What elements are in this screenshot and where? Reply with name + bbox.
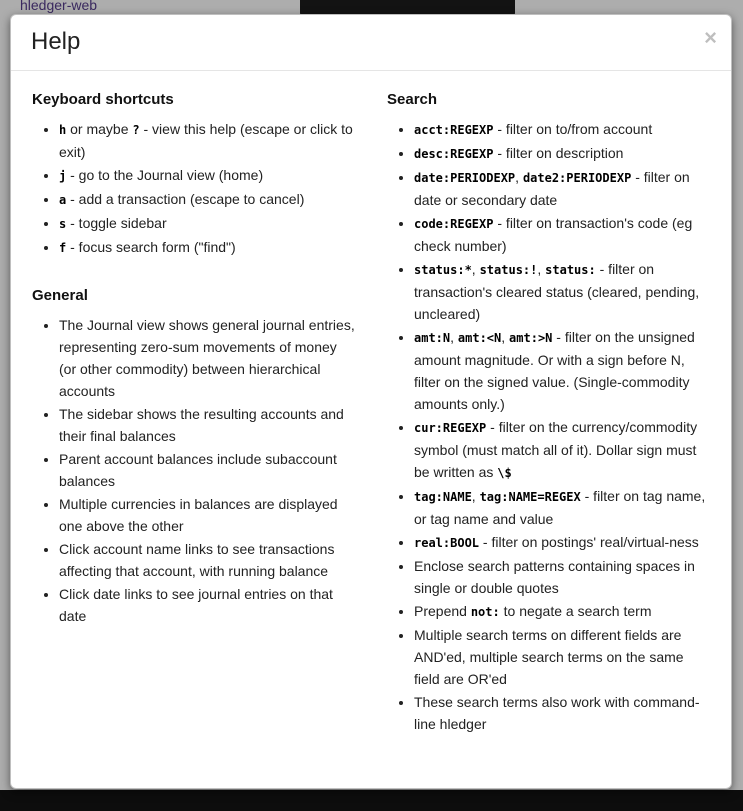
help-list-item: • tag:NAME, tag:NAME=REGEX - filter on tag name, or tag name and value [414, 485, 710, 530]
close-button[interactable] [704, 27, 717, 49]
help-list-item: • cur:REGEXP - filter on the currency/commodity symbol (must match all of it). Dollar sign must be written as \$ [414, 416, 710, 484]
help-list-item: • Prepend not: to negate a search term [414, 600, 710, 623]
help-list [387, 118, 710, 735]
code-term: status:* [414, 262, 472, 277]
help-list-item: • h or maybe ? - view this help (escape or click to exit) [59, 118, 355, 163]
code-term: date:PERIODEXP [414, 170, 516, 185]
code-term: cur:REGEXP [414, 420, 487, 435]
help-list-item: • amt:N, amt:<N, amt:>N - filter on the unsigned amount magnitude. Or with a sign before N, filter on the signed value. (Single-commodity amounts only.) [414, 326, 710, 415]
close-icon: × [704, 25, 717, 50]
help-list-item: • a - add a transaction (escape to cancel) [59, 188, 355, 211]
code-term: tag:NAME=REGEX [479, 489, 581, 504]
code-term: status:! [479, 262, 538, 277]
modal-body [11, 71, 731, 756]
help-column-left [32, 91, 355, 736]
code-term: acct:REGEXP [414, 122, 494, 137]
section-heading: Keyboard shortcuts [32, 90, 174, 108]
help-list-item: • The Journal view shows general journal entries, representing zero-sum movements of money (or other commodity) between hierarchical accounts [59, 314, 355, 402]
section-heading: General [32, 286, 88, 304]
help-list-item: • s - toggle sidebar [59, 212, 355, 235]
code-term: amt:N [414, 330, 451, 345]
help-list-item: • These search terms also work with command-line hledger [414, 691, 710, 735]
code-term: s [59, 216, 67, 231]
modal-title: Help [31, 28, 81, 55]
code-term: real:BOOL [414, 535, 480, 550]
help-modal [10, 14, 732, 789]
help-list-item: • Parent account balances include subaccount balances [59, 448, 355, 492]
modal-header [11, 15, 731, 71]
help-list-item: • acct:REGEXP - filter on to/from account [414, 118, 710, 141]
code-term: date2:PERIODEXP [522, 170, 632, 185]
help-list-item: • f - focus search form ("find") [59, 236, 355, 259]
brand-link[interactable]: hledger-web [20, 0, 98, 13]
help-list-item: • The sidebar shows the resulting accounts and their final balances [59, 403, 355, 447]
help-list-item: • desc:REGEXP - filter on description [414, 142, 710, 165]
code-term: j [59, 168, 67, 183]
help-list-item: • Click date links to see journal entries on that date [59, 583, 355, 627]
code-term: amt:<N [457, 330, 502, 345]
help-list-item: • j - go to the Journal view (home) [59, 164, 355, 187]
code-term: desc:REGEXP [414, 146, 494, 161]
help-list-item: • date:PERIODEXP, date2:PERIODEXP - filter on date or secondary date [414, 166, 710, 211]
code-term: code:REGEXP [414, 216, 494, 231]
help-list [32, 314, 355, 627]
code-term: tag:NAME [414, 489, 472, 504]
help-column-right [387, 91, 710, 736]
code-term: ? [132, 122, 140, 137]
code-term: \$ [497, 465, 512, 480]
help-list-item: • code:REGEXP - filter on transaction's code (eg check number) [414, 212, 710, 257]
code-term: not: [470, 604, 500, 619]
help-list-item: • Click account name links to see transactions affecting that account, with running balance [59, 538, 355, 582]
code-term: amt:>N [509, 330, 553, 345]
help-list-item: • Multiple search terms on different fields are AND'ed, multiple search terms on the same field are OR'ed [414, 624, 710, 690]
help-list-item: • Enclose search patterns containing spaces in single or double quotes [414, 555, 710, 599]
code-term: status: [545, 262, 596, 277]
help-list [32, 118, 355, 259]
code-term: h [59, 122, 67, 137]
help-list-item: • Multiple currencies in balances are displayed one above the other [59, 493, 355, 537]
code-term: f [59, 240, 67, 255]
section-heading: Search [387, 90, 438, 108]
help-list-item: • real:BOOL - filter on postings' real/virtual-ness [414, 531, 710, 554]
help-list-item: • status:*, status:!, status: - filter on transaction's cleared status (cleared, pending, uncleared) [414, 258, 710, 325]
code-term: a [59, 192, 67, 207]
